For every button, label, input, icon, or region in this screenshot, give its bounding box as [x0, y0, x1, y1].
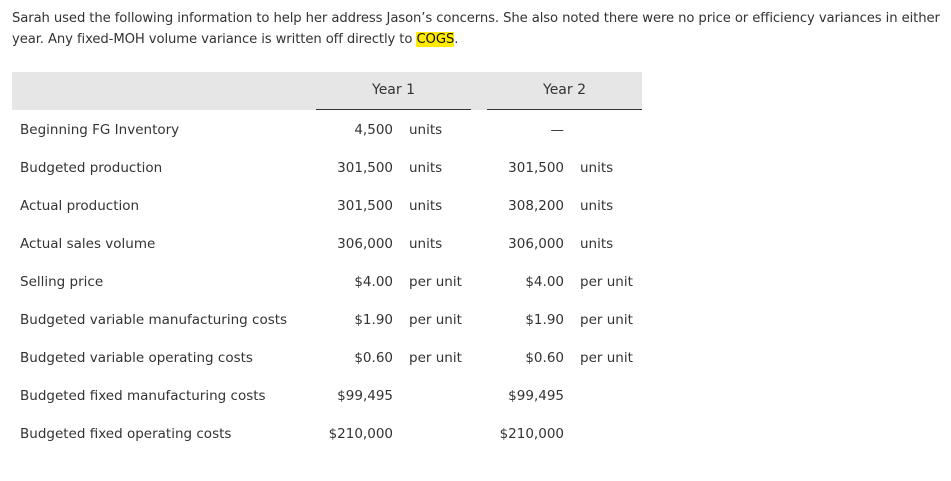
- year-1-unit: per unit: [409, 350, 462, 366]
- table-row: [0, 347, 951, 369]
- year-2-value: $4.00: [525, 274, 564, 290]
- row-label: Budgeted fixed manufacturing costs: [20, 388, 266, 404]
- table-row: [0, 423, 951, 445]
- year-2-value: $1.90: [525, 312, 564, 328]
- year-1-value: $4.00: [354, 274, 393, 290]
- year-1-value: 301,500: [337, 198, 393, 214]
- year-1-header: Year 1: [316, 72, 471, 110]
- year-2-value: 308,200: [508, 198, 564, 214]
- intro-text-end: .: [454, 32, 459, 47]
- year-1-value: $99,495: [337, 388, 393, 404]
- year-2-unit: per unit: [580, 350, 633, 366]
- year-2-value: —: [550, 122, 564, 138]
- year-2-value: 306,000: [508, 236, 564, 252]
- year-1-value: $1.90: [354, 312, 393, 328]
- year-1-value: $0.60: [354, 350, 393, 366]
- year-2-unit: units: [580, 236, 614, 252]
- intro-text: Sarah used the following information to help her address Jason’s concerns. She also noted there were no price or efficiency variances in either year. Any fixed-MOH volume variance is written off directly to: [12, 11, 940, 47]
- year-1-unit: per unit: [409, 274, 462, 290]
- year-1-value: 306,000: [337, 236, 393, 252]
- year-2-unit: units: [580, 160, 614, 176]
- row-label: Actual sales volume: [20, 236, 156, 252]
- year-1-unit: units: [409, 198, 443, 214]
- year-1-value: 4,500: [354, 122, 393, 138]
- table-row: [0, 157, 951, 179]
- year-2-unit: per unit: [580, 274, 633, 290]
- year-1-unit: units: [409, 122, 443, 138]
- year-2-header: Year 2: [487, 72, 642, 110]
- year-2-value: $0.60: [525, 350, 564, 366]
- table-row: [0, 385, 951, 407]
- table-row: [0, 233, 951, 255]
- year-1-unit: per unit: [409, 312, 462, 328]
- year-2-unit: per unit: [580, 312, 633, 328]
- table-row: [0, 271, 951, 293]
- row-label: Selling price: [20, 274, 104, 290]
- year-2-unit: units: [580, 198, 614, 214]
- year-1-value: 301,500: [337, 160, 393, 176]
- row-label: Budgeted variable manufacturing costs: [20, 312, 288, 328]
- row-label: Beginning FG Inventory: [20, 122, 180, 138]
- year-2-value: $210,000: [499, 426, 564, 442]
- cogs-highlight: COGS: [416, 32, 455, 47]
- year-1-unit: units: [409, 236, 443, 252]
- row-label: Actual production: [20, 198, 140, 214]
- year-2-value: 301,500: [508, 160, 564, 176]
- table-row: [0, 195, 951, 217]
- intro-paragraph: [12, 8, 942, 50]
- table-row: [0, 309, 951, 331]
- table-row: [0, 119, 951, 141]
- year-1-value: $210,000: [328, 426, 393, 442]
- year-1-unit: units: [409, 160, 443, 176]
- row-label: Budgeted production: [20, 160, 163, 176]
- row-label: Budgeted variable operating costs: [20, 350, 253, 366]
- year-2-value: $99,495: [508, 388, 564, 404]
- row-label: Budgeted fixed operating costs: [20, 426, 232, 442]
